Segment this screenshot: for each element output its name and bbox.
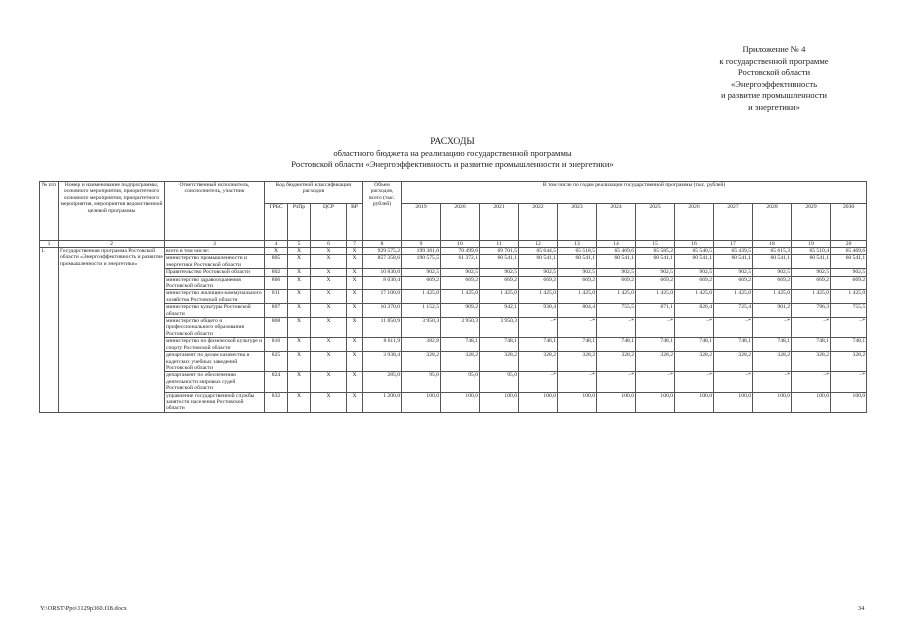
header-num: № п/п: [40, 182, 59, 241]
year-value-cell: 669,2: [714, 276, 753, 290]
total-cell: 3 938,4: [363, 352, 402, 372]
year-value-cell: –*: [714, 372, 753, 392]
column-number: 14: [597, 241, 636, 248]
csr-cell: X: [311, 352, 347, 372]
year-value-cell: 1 425,0: [519, 290, 558, 304]
year-value-cell: –*: [792, 318, 831, 338]
header-year: 2020: [441, 204, 480, 241]
year-value-cell: 60 541,1: [597, 255, 636, 269]
year-value-cell: 190 575,5: [402, 255, 441, 269]
header-year: 2023: [558, 204, 597, 241]
year-value-cell: 382,8: [402, 338, 441, 352]
csr-cell: X: [311, 372, 347, 392]
column-number: 10: [441, 241, 480, 248]
year-value-cell: –*: [636, 318, 675, 338]
csr-cell: X: [311, 269, 347, 276]
rzpr-cell: X: [288, 290, 311, 304]
header-volume-sub: всего (тыс. рублей): [369, 194, 395, 208]
csr-cell: X: [311, 318, 347, 338]
vr-cell: X: [347, 338, 363, 352]
year-value-cell: 902,5: [441, 269, 480, 276]
column-number: 3: [165, 241, 265, 248]
year-value-cell: 60 541,1: [831, 255, 867, 269]
year-value-cell: 902,5: [597, 269, 636, 276]
year-value-cell: 669,2: [675, 276, 714, 290]
year-value-cell: –*: [831, 318, 867, 338]
year-value-cell: 1 425,0: [402, 290, 441, 304]
year-value-cell: 902,5: [636, 269, 675, 276]
expenses-table: [39, 181, 867, 413]
year-value-cell: 796,3: [792, 304, 831, 318]
year-value-cell: 902,5: [675, 269, 714, 276]
year-value-cell: 748,1: [480, 338, 519, 352]
vr-cell: X: [347, 392, 363, 412]
year-value-cell: 100,0: [792, 392, 831, 412]
csr-cell: X: [311, 248, 347, 255]
year-value-cell: –*: [675, 318, 714, 338]
total-cell: 929 575,2: [363, 248, 402, 255]
table-row: [40, 255, 867, 269]
csr-cell: X: [311, 304, 347, 318]
year-value-cell: 100,0: [441, 392, 480, 412]
header-year: 2021: [480, 204, 519, 241]
year-value-cell: 1 425,0: [714, 290, 753, 304]
year-value-cell: 65 615,3: [753, 248, 792, 255]
header-year: 2022: [519, 204, 558, 241]
year-value-cell: 3 950,3: [441, 318, 480, 338]
rzpr-cell: X: [288, 318, 311, 338]
vr-cell: X: [347, 255, 363, 269]
year-value-cell: 328,2: [675, 352, 714, 372]
year-value-cell: –*: [675, 372, 714, 392]
grbs-cell: 832: [265, 392, 288, 412]
total-cell: 8 611,9: [363, 338, 402, 352]
header-year: 2025: [636, 204, 675, 241]
year-value-cell: 100,0: [753, 392, 792, 412]
column-number: 6: [311, 241, 347, 248]
year-value-cell: 65 585,2: [636, 248, 675, 255]
year-value-cell: 65 469,6: [597, 248, 636, 255]
year-value-cell: 909,2: [441, 304, 480, 318]
header-year: 2030: [831, 204, 867, 241]
footer-page-number: 34: [858, 605, 865, 612]
year-value-cell: 826,4: [675, 304, 714, 318]
column-number: 16: [675, 241, 714, 248]
year-value-cell: 902,5: [402, 269, 441, 276]
year-value-cell: 1 425,0: [831, 290, 867, 304]
year-value-cell: 60 541,1: [558, 255, 597, 269]
year-value-cell: 669,2: [558, 276, 597, 290]
document-title: [0, 136, 905, 170]
grbs-cell: X: [265, 248, 288, 255]
table-row: [40, 392, 867, 412]
year-value-cell: 69 701,5: [480, 248, 519, 255]
rzpr-cell: X: [288, 304, 311, 318]
year-value-cell: 748,1: [792, 338, 831, 352]
executor-cell: министерство общего и профессионального образования Ростовской области: [165, 318, 265, 338]
appendix-line: и развитие промышленности: [720, 90, 828, 101]
year-value-cell: 328,2: [519, 352, 558, 372]
program-number: 1.: [40, 248, 59, 413]
header-year: 2027: [714, 204, 753, 241]
appendix-line: Ростовской области: [737, 67, 811, 78]
column-number: 9: [402, 241, 441, 248]
table-row: [40, 372, 867, 392]
year-value-cell: 748,1: [636, 338, 675, 352]
column-number: 11: [480, 241, 519, 248]
grbs-cell: 806: [265, 276, 288, 290]
year-value-cell: 60 541,1: [753, 255, 792, 269]
vr-cell: X: [347, 290, 363, 304]
grbs-cell: 808: [265, 318, 288, 338]
appendix-line: к государственной программе: [719, 55, 829, 66]
year-value-cell: 748,1: [597, 338, 636, 352]
table-row: [40, 276, 867, 290]
executor-cell: министерство по физической культуре и спорту Ростовской области: [165, 338, 265, 352]
year-value-cell: 328,2: [792, 352, 831, 372]
year-value-cell: 328,2: [597, 352, 636, 372]
vr-cell: X: [347, 248, 363, 255]
rzpr-cell: X: [288, 392, 311, 412]
header-code: РзПр: [288, 204, 311, 241]
column-number: 15: [636, 241, 675, 248]
year-value-cell: 61 372,1: [441, 255, 480, 269]
header-volume: [363, 182, 402, 241]
column-number: 4: [265, 241, 288, 248]
total-cell: 11 850,9: [363, 318, 402, 338]
year-value-cell: 669,2: [480, 276, 519, 290]
column-number-row: [40, 241, 867, 248]
year-value-cell: 902,5: [753, 269, 792, 276]
footer-file-path: Y:\ORST\Ppo\1129p360.f18.docx: [40, 605, 127, 612]
vr-cell: X: [347, 372, 363, 392]
year-value-cell: 100,0: [597, 392, 636, 412]
column-number: 2: [59, 241, 165, 248]
header-year: 2028: [753, 204, 792, 241]
year-value-cell: 65 644,5: [519, 248, 558, 255]
table-row: [40, 248, 867, 255]
year-value-cell: 942,1: [480, 304, 519, 318]
appendix-line: «Энергоэффективность: [730, 78, 817, 89]
year-value-cell: 1 425,0: [558, 290, 597, 304]
vr-cell: X: [347, 318, 363, 338]
year-value-cell: 100,0: [675, 392, 714, 412]
executor-cell: министерство здравоохранения Ростовской области: [165, 276, 265, 290]
year-value-cell: 748,1: [441, 338, 480, 352]
year-value-cell: 3 950,3: [480, 318, 519, 338]
year-value-cell: –*: [519, 318, 558, 338]
title-heading: РАСХОДЫ: [430, 136, 475, 147]
rzpr-cell: X: [288, 248, 311, 255]
year-value-cell: 930,4: [519, 304, 558, 318]
header-year: 2029: [792, 204, 831, 241]
year-value-cell: 902,5: [792, 269, 831, 276]
executor-cell: министерство промышленности и энергетики Ростовской области: [165, 255, 265, 269]
title-line: Ростовской области «Энергоэффективность и развитие промышленности и энергетики»: [291, 159, 614, 169]
column-number: 12: [519, 241, 558, 248]
total-cell: 10 370,0: [363, 304, 402, 318]
header-code: ГРБС: [265, 204, 288, 241]
year-value-cell: 65 540,5: [675, 248, 714, 255]
total-cell: 285,0: [363, 372, 402, 392]
year-value-cell: 669,2: [753, 276, 792, 290]
year-value-cell: 95,0: [402, 372, 441, 392]
title-line: областного бюджета на реализацию государственной программы: [333, 148, 572, 158]
year-value-cell: 95,0: [441, 372, 480, 392]
year-value-cell: 328,2: [831, 352, 867, 372]
column-number: 8: [363, 241, 402, 248]
year-value-cell: 1 425,0: [792, 290, 831, 304]
header-year: 2026: [675, 204, 714, 241]
csr-cell: X: [311, 255, 347, 269]
year-value-cell: 748,1: [519, 338, 558, 352]
vr-cell: X: [347, 352, 363, 372]
year-value-cell: 755,5: [597, 304, 636, 318]
column-number: 1: [40, 241, 59, 248]
year-value-cell: 100,0: [714, 392, 753, 412]
column-number: 7: [347, 241, 363, 248]
grbs-cell: 807: [265, 304, 288, 318]
year-value-cell: 1 425,0: [636, 290, 675, 304]
year-value-cell: –*: [792, 372, 831, 392]
grbs-cell: 805: [265, 255, 288, 269]
year-value-cell: –*: [636, 372, 675, 392]
year-value-cell: 902,5: [519, 269, 558, 276]
year-value-cell: 755,5: [831, 304, 867, 318]
vr-cell: X: [347, 276, 363, 290]
rzpr-cell: X: [288, 372, 311, 392]
column-number: 19: [792, 241, 831, 248]
year-value-cell: 902,5: [831, 269, 867, 276]
header-name: Номер и наименование подпрограммы, основного мероприятия, приоритетного основного мероприятия, приоритетного мероприятия, мероприятия ведомственной целевой программы: [59, 182, 165, 241]
header-code: ВР: [347, 204, 363, 241]
table-row: [40, 269, 867, 276]
year-value-cell: 65 469,6: [831, 248, 867, 255]
year-value-cell: 901,2: [753, 304, 792, 318]
csr-cell: X: [311, 290, 347, 304]
header-year: 2019: [402, 204, 441, 241]
executor-cell: всего в том числе:: [165, 248, 265, 255]
year-value-cell: 902,5: [480, 269, 519, 276]
year-value-cell: 748,1: [831, 338, 867, 352]
grbs-cell: 802: [265, 269, 288, 276]
table-row: [40, 318, 867, 338]
header-budget-code: Код бюджетной классификации расходов: [265, 182, 363, 204]
year-value-cell: –*: [597, 372, 636, 392]
year-value-cell: 65 510,4: [792, 248, 831, 255]
year-value-cell: 60 541,1: [519, 255, 558, 269]
year-value-cell: 669,2: [792, 276, 831, 290]
year-value-cell: 1 425,0: [753, 290, 792, 304]
table-row: [40, 338, 867, 352]
year-value-cell: 3 950,3: [402, 318, 441, 338]
year-value-cell: 100,0: [480, 392, 519, 412]
year-value-cell: –*: [753, 318, 792, 338]
total-cell: 10 830,0: [363, 269, 402, 276]
year-value-cell: 100,0: [558, 392, 597, 412]
year-value-cell: 100,0: [636, 392, 675, 412]
year-value-cell: 328,2: [753, 352, 792, 372]
year-value-cell: 669,2: [519, 276, 558, 290]
year-value-cell: 902,5: [714, 269, 753, 276]
year-value-cell: 60 541,1: [792, 255, 831, 269]
year-value-cell: 70 499,6: [441, 248, 480, 255]
column-number: 5: [288, 241, 311, 248]
column-number: 20: [831, 241, 867, 248]
year-value-cell: 100,0: [402, 392, 441, 412]
year-value-cell: 1 425,0: [441, 290, 480, 304]
column-number: 18: [753, 241, 792, 248]
year-value-cell: 1 152,5: [402, 304, 441, 318]
table-row: [40, 352, 867, 372]
program-name: Государственная программа Ростовской области «Энергоэффективность и развитие промышленности и энергетики»: [59, 248, 165, 413]
year-value-cell: 748,1: [753, 338, 792, 352]
year-value-cell: 60 541,1: [714, 255, 753, 269]
year-value-cell: 60 541,1: [675, 255, 714, 269]
year-value-cell: 100,0: [519, 392, 558, 412]
year-value-cell: 669,2: [636, 276, 675, 290]
year-value-cell: 1 425,0: [597, 290, 636, 304]
grbs-cell: 816: [265, 338, 288, 352]
year-value-cell: 725,4: [714, 304, 753, 318]
rzpr-cell: X: [288, 338, 311, 352]
appendix-line: Приложение № 4: [742, 44, 806, 54]
year-value-cell: 328,2: [636, 352, 675, 372]
executor-cell: департамент по обеспечению деятельности мировых судей Ростовской области: [165, 372, 265, 392]
rzpr-cell: X: [288, 352, 311, 372]
rzpr-cell: X: [288, 255, 311, 269]
year-value-cell: 804,4: [558, 304, 597, 318]
year-value-cell: 328,2: [480, 352, 519, 372]
year-value-cell: 748,1: [714, 338, 753, 352]
year-value-cell: 669,2: [831, 276, 867, 290]
year-value-cell: 669,2: [441, 276, 480, 290]
year-value-cell: 748,1: [675, 338, 714, 352]
year-value-cell: 65 518,5: [558, 248, 597, 255]
year-value-cell: 1 425,0: [480, 290, 519, 304]
vr-cell: X: [347, 269, 363, 276]
year-value-cell: 328,2: [441, 352, 480, 372]
rzpr-cell: X: [288, 276, 311, 290]
column-number: 13: [558, 241, 597, 248]
csr-cell: X: [311, 276, 347, 290]
csr-cell: X: [311, 338, 347, 352]
year-value-cell: –*: [753, 372, 792, 392]
grbs-cell: 811: [265, 290, 288, 304]
executor-cell: Правительство Ростовской области: [165, 269, 265, 276]
grbs-cell: 825: [265, 352, 288, 372]
vr-cell: X: [347, 304, 363, 318]
year-value-cell: 328,2: [402, 352, 441, 372]
executor-cell: министерство культуры Ростовской области: [165, 304, 265, 318]
year-value-cell: 748,1: [558, 338, 597, 352]
executor-cell: департамент по делам казачества и кадетских учебных заведений Ростовской области: [165, 352, 265, 372]
year-value-cell: 60 541,1: [480, 255, 519, 269]
year-value-cell: 669,2: [402, 276, 441, 290]
column-number: 17: [714, 241, 753, 248]
total-cell: 17 100,0: [363, 290, 402, 304]
year-value-cell: 60 541,1: [636, 255, 675, 269]
year-value-cell: 669,2: [597, 276, 636, 290]
year-value-cell: 199 381,0: [402, 248, 441, 255]
year-value-cell: –*: [558, 318, 597, 338]
header-code: ЦСР: [311, 204, 347, 241]
year-value-cell: –*: [519, 372, 558, 392]
total-cell: 8 030,4: [363, 276, 402, 290]
table-row: [40, 290, 867, 304]
total-cell: 857 358,6: [363, 255, 402, 269]
header-year: 2024: [597, 204, 636, 241]
year-value-cell: 328,2: [714, 352, 753, 372]
year-value-cell: 1 425,0: [675, 290, 714, 304]
grbs-cell: 824: [265, 372, 288, 392]
year-value-cell: –*: [597, 318, 636, 338]
year-value-cell: –*: [558, 372, 597, 392]
executor-cell: управление государственной службы занятости населения Ростовской области: [165, 392, 265, 412]
year-value-cell: 871,1: [636, 304, 675, 318]
header-volume-label: Объем расходов,: [370, 182, 394, 195]
total-cell: 1 200,0: [363, 392, 402, 412]
year-value-cell: –*: [714, 318, 753, 338]
year-value-cell: 328,2: [558, 352, 597, 372]
csr-cell: X: [311, 392, 347, 412]
year-value-cell: 65 439,5: [714, 248, 753, 255]
year-value-cell: 902,5: [558, 269, 597, 276]
table-row: [40, 304, 867, 318]
executor-cell: министерство жилищно-коммунального хозяйства Ростовской области: [165, 290, 265, 304]
rzpr-cell: X: [288, 269, 311, 276]
year-value-cell: –*: [831, 372, 867, 392]
header-executor: Ответственный исполнитель, соисполнитель, участник: [165, 182, 265, 241]
year-value-cell: 100,0: [831, 392, 867, 412]
appendix-block: [600, 44, 905, 114]
year-value-cell: 95,0: [480, 372, 519, 392]
header-years-group: В том числе по годам реализации государственной программы (тыс. рублей): [402, 182, 867, 204]
appendix-line: и энергетики»: [748, 101, 800, 112]
